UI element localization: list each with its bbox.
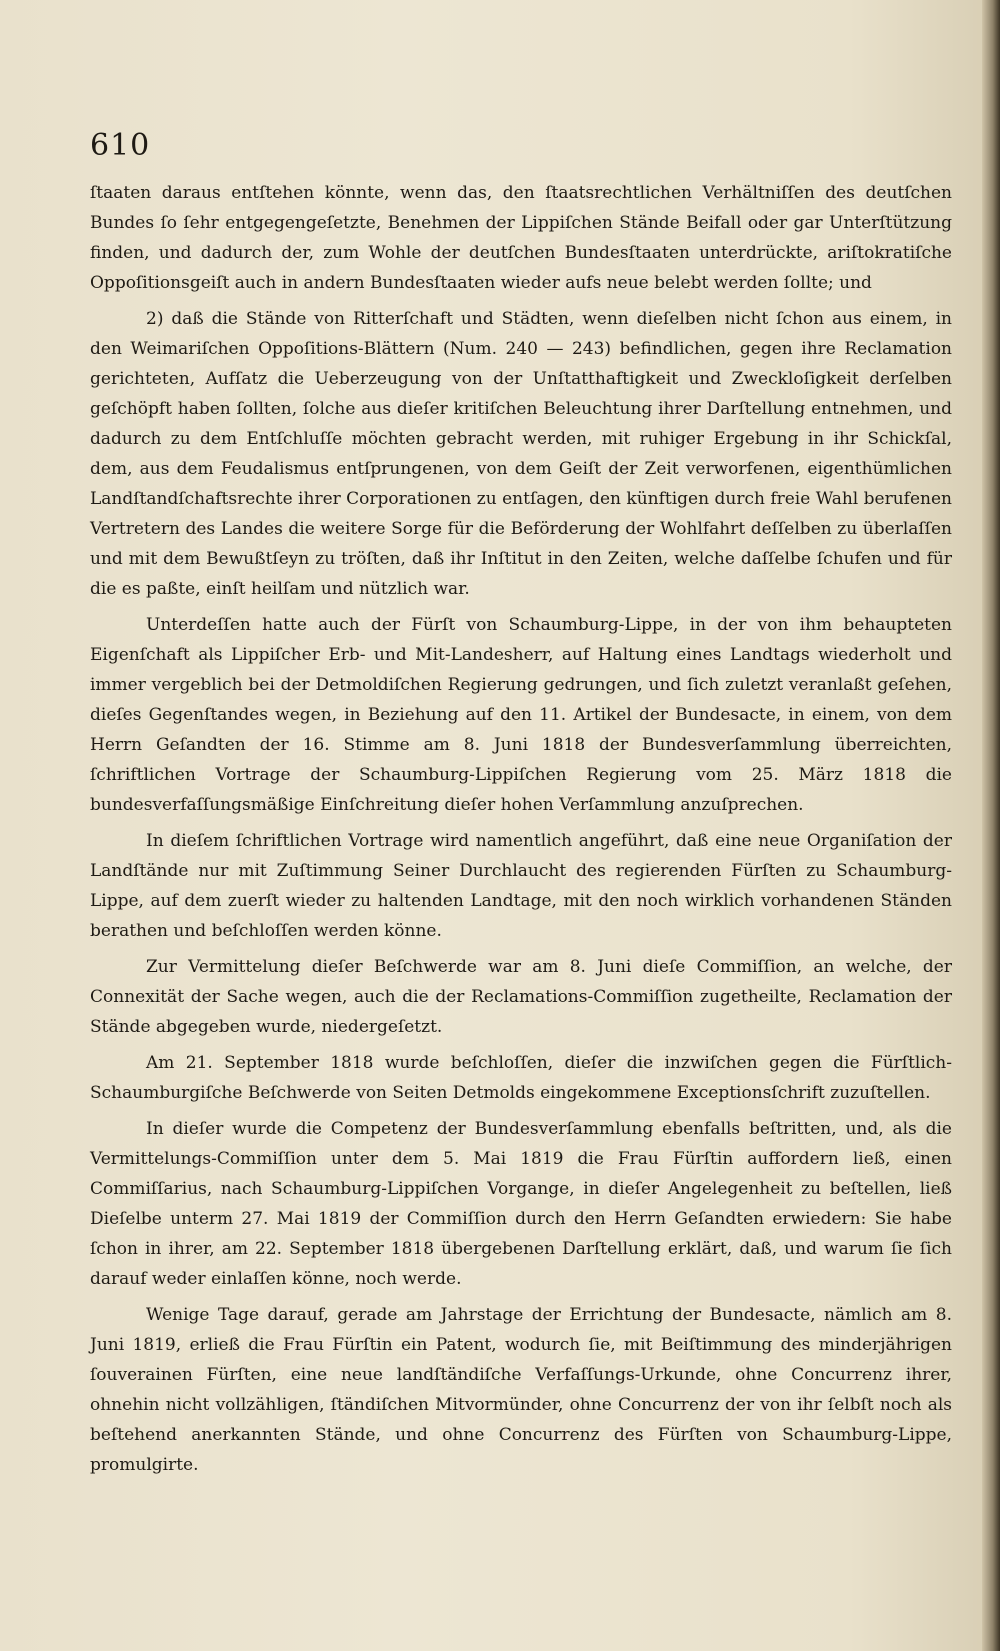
body-text bbox=[90, 178, 952, 1486]
paragraph: Zur Vermittelung dieſer Beſchwerde war am 8. Juni dieſe Commiſſion, an welche, der Connexität der Sache wegen, auch die der Reclamations-Commiſſion zugetheilte, Reclamation der Stände abgegeben wurde, niedergeſetzt. bbox=[90, 957, 952, 1037]
paragraph: Wenige Tage darauf, gerade am Jahrstage der Errichtung der Bundesacte, nämlich am 8. Juni 1819, erließ die Frau Fürſtin ein Patent, wodurch ſie, mit Beiſtimmung des minderjährigen ſouverainen Fürſten, eine neue landſtändiſche Verfaſſungs-Urkunde, ohne Concurrenz ihrer, ohnehin nicht vollzähligen, ſtändiſchen Mitvormünder, ohne Concurrenz der von ihr ſelbſt noch als beſtehend anerkannten Stände, und ohne Concurrenz des Fürſten von Schaumburg-Lippe, promulgirte. bbox=[90, 1305, 952, 1475]
paragraph: In dieſem ſchriftlichen Vortrage wird namentlich angeführt, daß eine neue Organiſation der Landſtände nur mit Zuſtimmung Seiner Durchlaucht des regierenden Fürſten zu Schaumburg-Lippe, auf dem zuerſt wieder zu haltenden Landtage, mit den noch wirklich vorhandenen Ständen berathen und beſchloſſen werden könne. bbox=[90, 831, 952, 941]
book-spine-shadow bbox=[982, 0, 1000, 1651]
paragraph: 2) daß die Stände von Ritterſchaft und Städten, wenn dieſelben nicht ſchon aus einem, in den Weimariſchen Oppoſitions-Blättern (Num. 240 — 243) befindlichen, gegen ihre Reclamation gerichteten, Aufſatz die Ueberzeugung von der Unſtatthaftigkeit und Zweckloſigkeit derſelben geſchöpft haben ſollten, ſolche aus dieſer kritiſchen Beleuchtung ihrer Darſtellung entnehmen, und dadurch zu dem Entſchluſſe möchten gebracht werden, mit ruhiger Ergebung in ihr Schickſal, dem, aus dem Feudalismus entſprungenen, von dem Geiſt der Zeit verworfenen, eigenthümlichen Landſtandſchaftsrechte ihrer Corporationen zu entſagen, den künftigen durch freie Wahl berufenen Vertretern des Landes die weitere Sorge für die Beförderung der Wohlfahrt deſſelben zu überlaſſen und mit dem Bewußtſeyn zu tröſten, daß ihr Inſtitut in den Zeiten, welche daſſelbe ſchufen und für die es paßte, einſt heilſam und nützlich war. bbox=[90, 309, 952, 599]
paragraph: Unterdeſſen hatte auch der Fürſt von Schaumburg-Lippe, in der von ihm behaupteten Eigenſchaft als Lippiſcher Erb- und Mit-Landesherr, auf Haltung eines Landtags wiederholt und immer vergeblich bei der Detmoldiſchen Regierung gedrungen, und ſich zuletzt veranlaßt geſehen, dieſes Gegenſtandes wegen, in Beziehung auf den 11. Artikel der Bundesacte, in einem, von dem Herrn Geſandten der 16. Stimme am 8. Juni 1818 der Bundesverſammlung überreichten, ſchriftlichen Vortrage der Schaumburg-Lippiſchen Regierung vom 25. März 1818 die bundesverfaſſungsmäßige Einſchreitung dieſer hohen Verſammlung anzuſprechen. bbox=[90, 615, 952, 815]
page-number: 610 bbox=[90, 128, 151, 163]
paragraph: Am 21. September 1818 wurde beſchloſſen, dieſer die inzwiſchen gegen die Fürſtlich-Schaumburgiſche Beſchwerde von Seiten Detmolds eingekommene Exceptionsſchrift zuzuſtellen. bbox=[90, 1053, 952, 1103]
paragraph: In dieſer wurde die Competenz der Bundesverſammlung ebenfalls beſtritten, und, als die Vermittelungs-Commiſſion unter dem 5. Mai 1819 die Frau Fürſtin auffordern ließ, einen Commiſſarius, nach Schaumburg-Lippiſchen Vorgange, in dieſer Angelegenheit zu beſtellen, ließ Dieſelbe unterm 27. Mai 1819 der Commiſſion durch den Herrn Geſandten erwiedern: Sie habe ſchon in ihrer, am 22. September 1818 übergebenen Darſtellung erklärt, daß, und warum ſie ſich darauf weder einlaſſen könne, noch werde. bbox=[90, 1119, 952, 1289]
paragraph: ſtaaten daraus entſtehen könnte, wenn das, den ſtaatsrechtlichen Verhältniſſen des deutſchen Bundes ſo ſehr entgegengeſetzte, Benehmen der Lippiſchen Stände Beifall oder gar Unterſtützung finden, und dadurch der, zum Wohle der deutſchen Bundesſtaaten unterdrückte, ariſtokratiſche Oppoſitionsgeiſt auch in andern Bundesſtaaten wieder aufs neue belebt werden ſollte; und bbox=[90, 183, 952, 293]
